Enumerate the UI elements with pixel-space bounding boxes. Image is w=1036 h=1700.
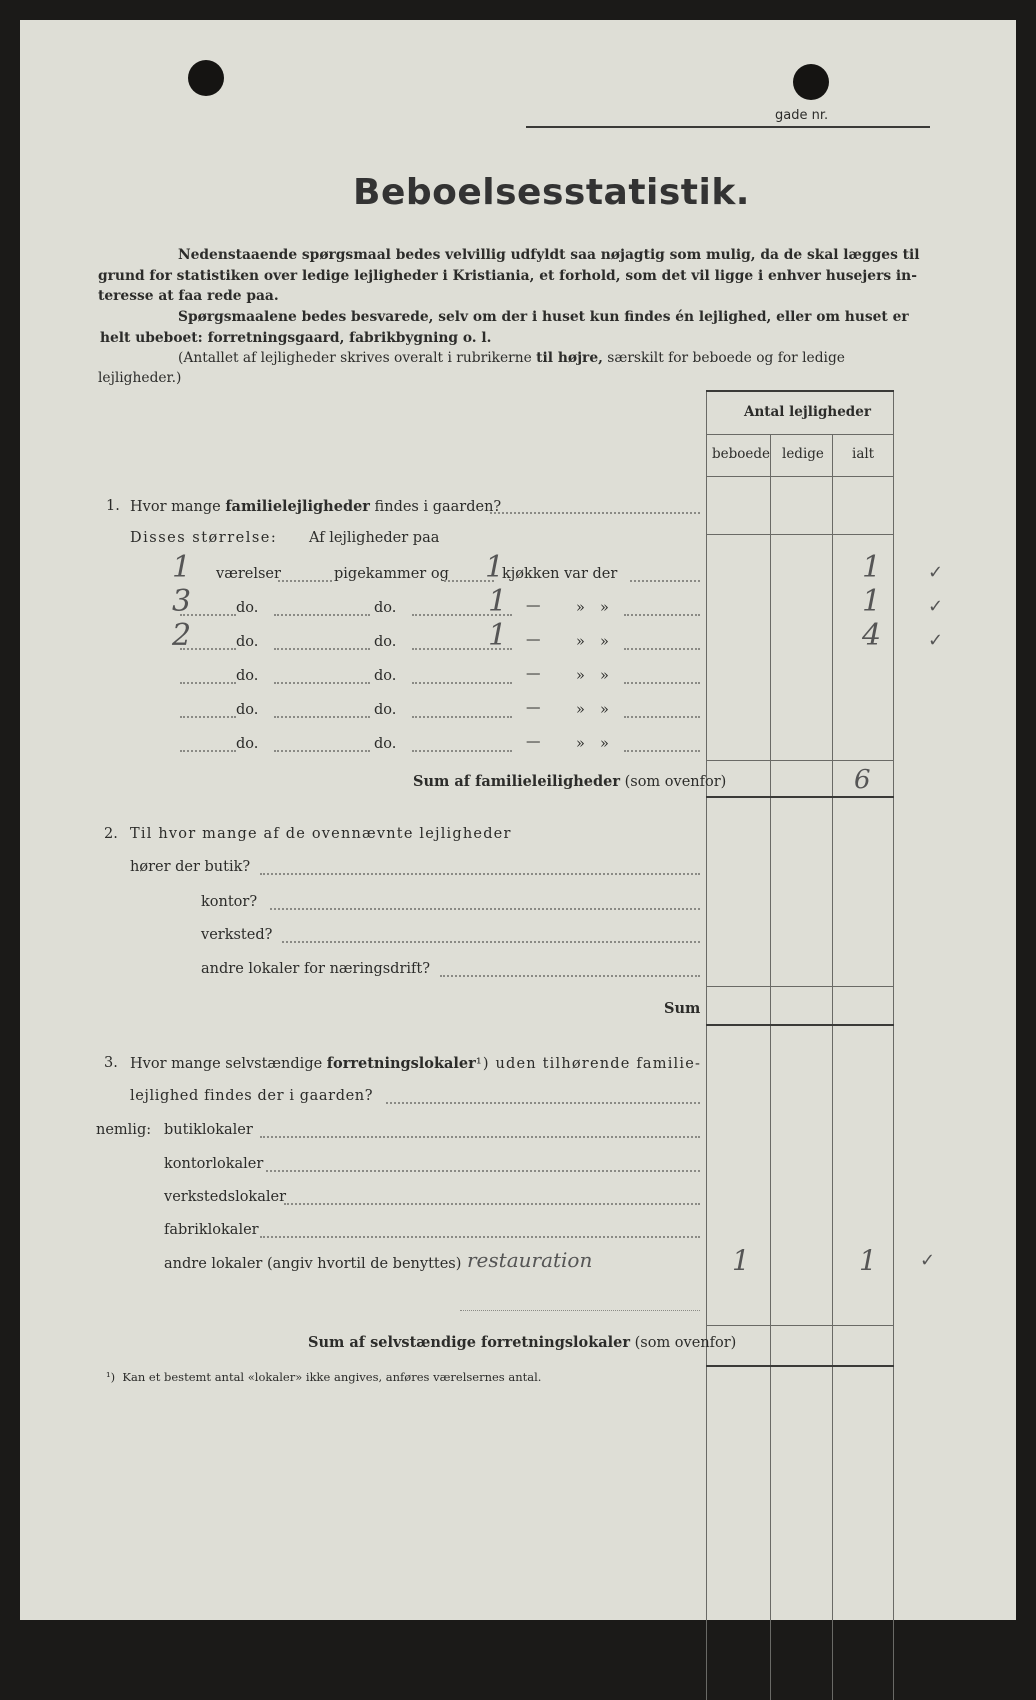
size-row-quote-2: » — [600, 702, 609, 718]
page-title: Beboelsesstatistik. — [353, 172, 750, 213]
q3-line2: lejlighed findes der i gaarden? — [130, 1088, 374, 1104]
size-row-quote-1: » — [576, 702, 585, 718]
size-row-dash: — — [526, 632, 541, 648]
size-row-check: ✓ — [928, 596, 944, 617]
q2-verksted-dots — [282, 941, 700, 943]
size-row-vaerelser-label: værelser — [216, 566, 281, 582]
size-row-dots-d — [624, 682, 700, 684]
size-row-kitchen: 1 — [485, 550, 505, 585]
q1-text-b: familielejligheder — [225, 498, 370, 515]
q2-andre-dots — [440, 975, 700, 977]
size-row-dots-c — [412, 750, 512, 752]
intro-p2-line2: helt ubeboet: forretningsgaard, fabrikbygning o. l. — [100, 330, 492, 346]
size-row-dots-a — [180, 682, 236, 684]
q2-number: 2. — [104, 826, 118, 842]
size-row-dots-c — [412, 716, 512, 718]
size-row-dots-a — [180, 614, 236, 616]
table-col-line-0 — [706, 392, 707, 1700]
size-row-dash: — — [526, 734, 541, 750]
q3-fabrik: fabriklokaler — [164, 1222, 259, 1238]
size-row-dots-c — [412, 682, 512, 684]
intro-p3-line2: lejligheder.) — [98, 370, 182, 386]
table-col-line-1 — [770, 434, 771, 1700]
q1-row-rule — [706, 534, 894, 535]
size-row-dots-b — [274, 750, 370, 752]
q3-l1c: ¹) uden tilhørende familie- — [475, 1056, 702, 1072]
size-row-dots-d — [624, 648, 700, 650]
size-row-quote-2: » — [600, 736, 609, 752]
footnote — [106, 1370, 541, 1384]
size-row-ialt: 1 — [862, 584, 882, 619]
q1-sum-b: (som ovenfor) — [619, 774, 727, 790]
q3-andre-beboede: 1 — [732, 1244, 750, 1277]
size-row-do-2: do. — [374, 736, 397, 752]
q1-sum-top-rule — [706, 760, 894, 761]
q2-verksted: verksted? — [201, 927, 273, 943]
q3-line2-dots — [386, 1102, 700, 1104]
footnote-mark: ¹) — [106, 1370, 116, 1384]
size-row-quote-2: » — [600, 600, 609, 616]
size-row-check: ✓ — [928, 562, 944, 583]
q3-butik-dots — [260, 1136, 700, 1138]
size-row-dash: — — [526, 666, 541, 682]
q3-sum-top-rule — [706, 1325, 894, 1326]
size-row-dots-d — [624, 750, 700, 752]
size-row-do-1: do. — [236, 634, 259, 650]
footnote-text: Kan et bestemt antal «lokaler» ikke angives, anføres værelsernes antal. — [122, 1370, 542, 1384]
q3-andre-ialt: 1 — [859, 1244, 877, 1277]
punch-hole-right — [793, 64, 829, 100]
size-row-do-2: do. — [374, 634, 397, 650]
size-row-quote-1: » — [576, 668, 585, 684]
q2-sum-top-rule — [706, 986, 894, 987]
table-header-rule — [706, 476, 894, 477]
q3-line1 — [130, 1055, 701, 1072]
form-sheet — [20, 20, 1016, 1620]
intro-p3-c: særskilt for beboede og for ledige — [602, 350, 845, 366]
gade-line — [526, 126, 930, 128]
intro-p3-a: (Antallet af lejligheder skrives overalt i rubrikerne — [178, 350, 537, 366]
size-row-quote-1: » — [576, 600, 585, 616]
size-row-ialt: 1 — [862, 550, 882, 585]
table-col-line-2 — [832, 434, 833, 1700]
q1-sum-rule — [706, 796, 894, 798]
q1-number: 1. — [106, 498, 120, 514]
q1-size-label2: Af lejligheder paa — [309, 530, 440, 546]
q3-nemlig: nemlig: — [96, 1122, 152, 1138]
q1-sum-a: Sum af familieleiligheder — [413, 773, 620, 790]
q1-question — [130, 498, 501, 515]
intro-p2-line1: Spørgsmaalene bedes besvarede, selv om der i huset kun findes én lejlighed, eller om huset er — [178, 309, 909, 325]
table-col-line-3 — [893, 392, 894, 1700]
q1-sum-label — [413, 773, 726, 790]
q3-l1b: forretningslokaler — [326, 1055, 476, 1072]
size-row-dots-a — [180, 648, 236, 650]
col-header-ialt: ialt — [852, 446, 875, 462]
q2-sum-rule — [706, 1024, 894, 1026]
q3-verksted: verkstedslokaler — [164, 1189, 287, 1205]
q3-l1a: Hvor mange selvstændige — [130, 1056, 327, 1072]
q2-kontor: kontor? — [201, 894, 258, 910]
q2-sum-label: Sum — [664, 1000, 701, 1017]
size-row-kjokken-label: kjøkken var der — [502, 566, 618, 582]
col-header-ledige: ledige — [782, 446, 824, 462]
q2-butik-dots — [260, 873, 700, 875]
q3-verksted-dots — [284, 1203, 700, 1205]
size-row-kitchen: 1 — [488, 584, 508, 619]
q3-extra-dots — [460, 1310, 700, 1311]
size-row-dash: — — [526, 598, 541, 614]
size-row-do-2: do. — [374, 702, 397, 718]
size-row-quote-1: » — [576, 736, 585, 752]
q1-text-c: findes i gaarden? — [369, 499, 502, 515]
q3-number: 3. — [104, 1055, 118, 1071]
size-row-rooms: 1 — [172, 550, 192, 585]
size-row-quote-2: » — [600, 668, 609, 684]
size-row-rooms: 3 — [172, 584, 192, 619]
size-row-dots-a — [278, 580, 332, 582]
size-row-dots-c — [630, 580, 700, 582]
size-row-do-1: do. — [236, 600, 259, 616]
intro-p1-line2: grund for statistiken over ledige lejligheder i Kristiania, et forhold, som det vil ligge i enhver husejers in- — [98, 268, 917, 284]
q3-sum-label — [308, 1334, 736, 1351]
size-row-do-1: do. — [236, 668, 259, 684]
intro-p3-line1 — [178, 348, 845, 369]
q3-kontor-dots — [266, 1170, 700, 1172]
size-row-kitchen: 1 — [488, 618, 508, 653]
q1-text-a: Hvor mange — [130, 499, 226, 515]
size-row-quote-1: » — [576, 634, 585, 650]
size-row-do-1: do. — [236, 736, 259, 752]
size-row-dots-b — [274, 648, 370, 650]
size-row-check: ✓ — [928, 630, 944, 651]
intro-p1-line1: Nedenstaaende spørgsmaal bedes velvillig udfyldt saa nøjagtig som mulig, da de skal lægges til — [178, 247, 920, 263]
col-header-beboede: beboede — [712, 446, 771, 462]
q2-andre: andre lokaler for næringsdrift? — [201, 961, 430, 977]
q3-sum-rule — [706, 1365, 894, 1367]
intro-p1-line3: teresse at faa rede paa. — [98, 288, 279, 304]
q2-butik: hører der butik? — [130, 859, 251, 875]
size-row-quote-2: » — [600, 634, 609, 650]
q3-andre-check: ✓ — [920, 1250, 936, 1271]
table-group-header: Antal lejligheder — [744, 404, 871, 420]
q3-butik: butiklokaler — [164, 1122, 253, 1138]
table-top-rule — [706, 390, 894, 392]
q2-kontor-dots — [270, 908, 700, 910]
q1-leader-dots — [490, 512, 700, 514]
size-row-dots-d — [624, 614, 700, 616]
size-row-rooms: 2 — [172, 618, 192, 653]
size-row-dots-d — [624, 716, 700, 718]
size-row-dash: — — [526, 700, 541, 716]
size-row-pige-label: pigekammer og — [334, 566, 449, 582]
size-row-do-2: do. — [374, 600, 397, 616]
q3-kontor: kontorlokaler — [164, 1156, 264, 1172]
size-row-dots-a — [180, 750, 236, 752]
q1-sum-value: 6 — [854, 765, 871, 795]
q2-line1: Til hvor mange af de ovennævnte lejligheder — [130, 826, 512, 842]
punch-hole-left — [188, 60, 224, 96]
gade-label: gade nr. — [775, 108, 829, 123]
q3-andre: andre lokaler (angiv hvortil de benyttes) — [164, 1256, 462, 1272]
q3-fabrik-dots — [260, 1236, 700, 1238]
size-row-do-2: do. — [374, 668, 397, 684]
q3-sum-b: (som ovenfor) — [630, 1335, 737, 1351]
size-row-dots-b — [274, 716, 370, 718]
table-group-rule — [706, 434, 894, 435]
q1-size-label: Disses størrelse: — [130, 530, 278, 546]
size-row-dots-b — [274, 614, 370, 616]
q3-andre-handwritten: restauration — [467, 1248, 593, 1272]
intro-p3-b: til højre, — [536, 350, 603, 366]
size-row-ialt: 4 — [862, 618, 882, 653]
size-row-dots-a — [180, 716, 236, 718]
size-row-do-1: do. — [236, 702, 259, 718]
q3-sum-a: Sum af selvstændige forretningslokaler — [308, 1334, 631, 1351]
size-row-dots-b — [274, 682, 370, 684]
